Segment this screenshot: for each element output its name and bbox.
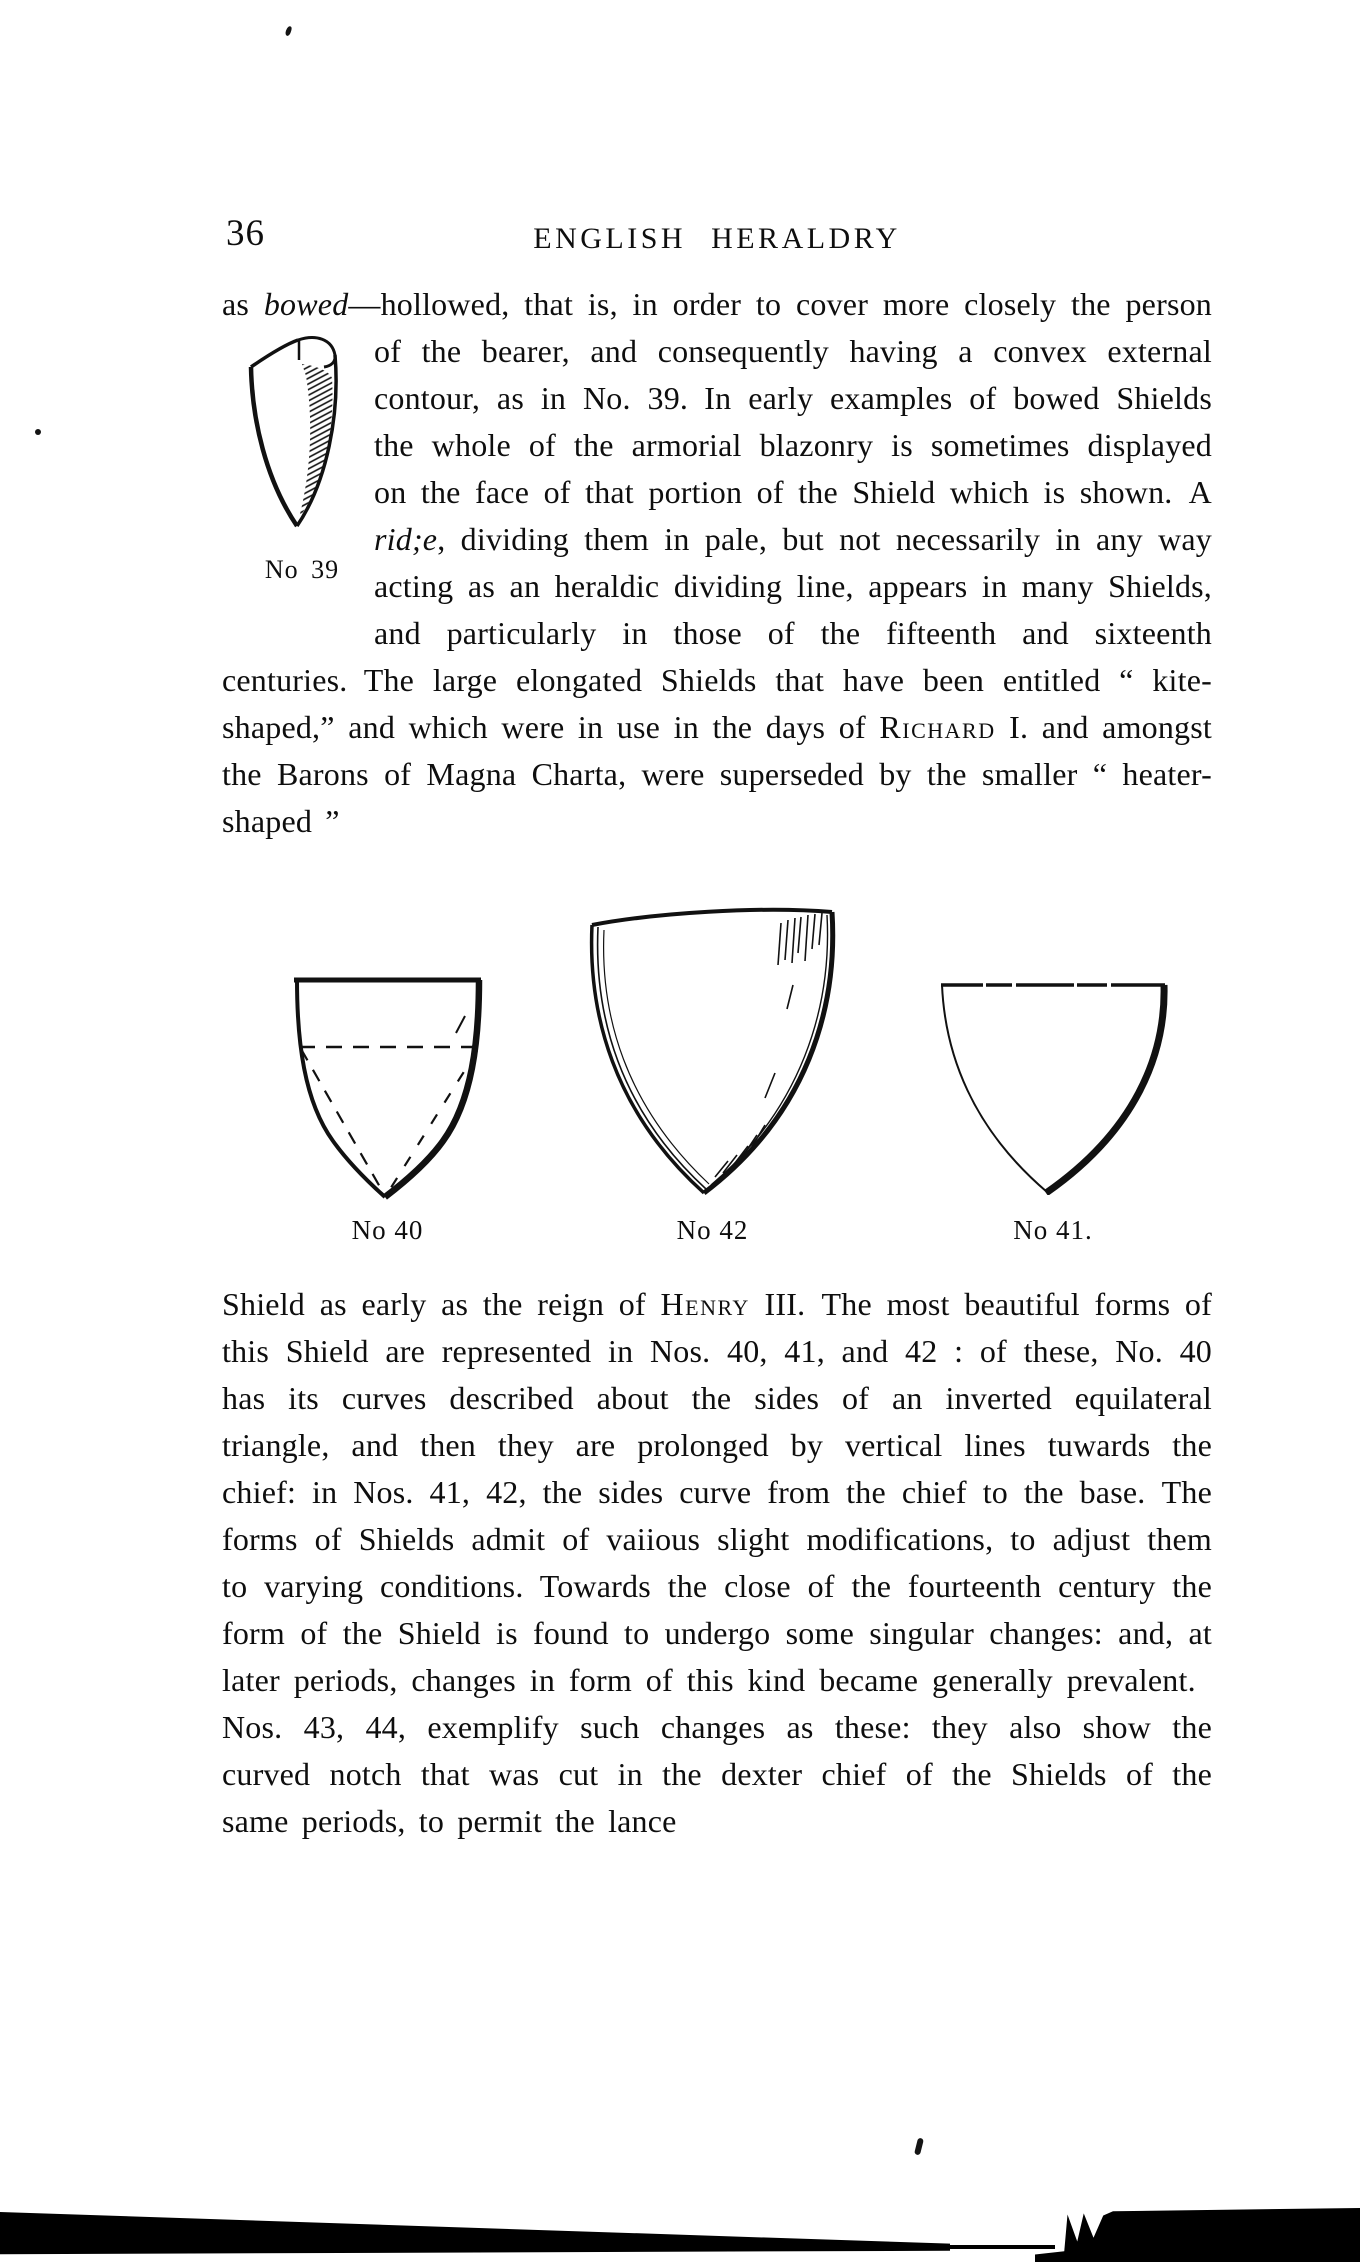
heater-shield-no41-illustration — [936, 972, 1170, 1195]
figure-no40-caption: No 40 — [351, 1215, 424, 1245]
paragraph-1-text-b: external contour, as in No. 39. In early examples of bowed Shields the whole of the armorial blazonry is sometimes displayed on the face of that portion of the Shield which is shown. A rid;e, dividing them in pale, but not necessarily in any way acting as an heraldic dividing line, appears in many Shields, and particularly in those of the fifteenth and sixteenth centuries. The large elongated Shields that have been entitled “ kite-shaped,” and which were in use in the days of Richard I. and amongst the Barons of Magna Charta, were superseded by the smaller “ heater-shaped ” — [222, 333, 1213, 839]
figure-no42-caption: No 42 — [676, 1215, 749, 1245]
page-number: 36 — [226, 213, 265, 254]
scan-speck-bottom — [914, 2138, 924, 2156]
paragraph-2-text: Shield as early as the reign of Henry III. The most beautiful forms of this Shield are represented in Nos. 40, 41, and 42 : of these, No. 40 has its curves described about the sides of an inverted equilateral triangle, and then they are prolonged by vertical lines tuwards the chief: in Nos. 41, 42, the sides curve from the chief to the base. The forms of Shields admit of vaiious slight modifications, to adjust them to varying conditions. Towards the close of the fourteenth century the form of the Shield is found to undergo some singular changes: and, at later periods, changes in form of this kind became generally prevalent. Nos. 43, 44, exemplify such changes as these: they also show the curved notch that was cut in the dexter chief of the Shields of the same periods, to permit the lance — [222, 1286, 1212, 1839]
figure-no41-caption: No 41. — [1013, 1215, 1093, 1245]
heater-shield-no40-illustration — [290, 973, 485, 1205]
paragraph-1 — [222, 281, 1212, 845]
scan-speck-top — [285, 25, 293, 36]
scan-artifact-bottom-line — [935, 2245, 1055, 2249]
scan-artifact-bottom-left — [0, 2212, 950, 2256]
paragraph-1-text-a: as bowed—hollowed, that is, in order to cover more closely the person of the bearer, and consequently having a convex — [222, 286, 1212, 369]
figure-no39-caption: No 39 — [264, 555, 340, 584]
bowed-shield-no39-illustration — [242, 332, 354, 532]
shield-figures-row — [0, 903, 1360, 1265]
scan-speck-left-margin — [35, 429, 41, 435]
figure-no39 — [222, 332, 374, 614]
heater-shield-no42-illustration — [585, 903, 840, 1200]
paragraph-2 — [222, 1281, 1212, 1845]
running-title: ENGLISH HERALDRY — [533, 222, 901, 255]
scan-artifact-bottom-right — [1035, 2208, 1360, 2262]
